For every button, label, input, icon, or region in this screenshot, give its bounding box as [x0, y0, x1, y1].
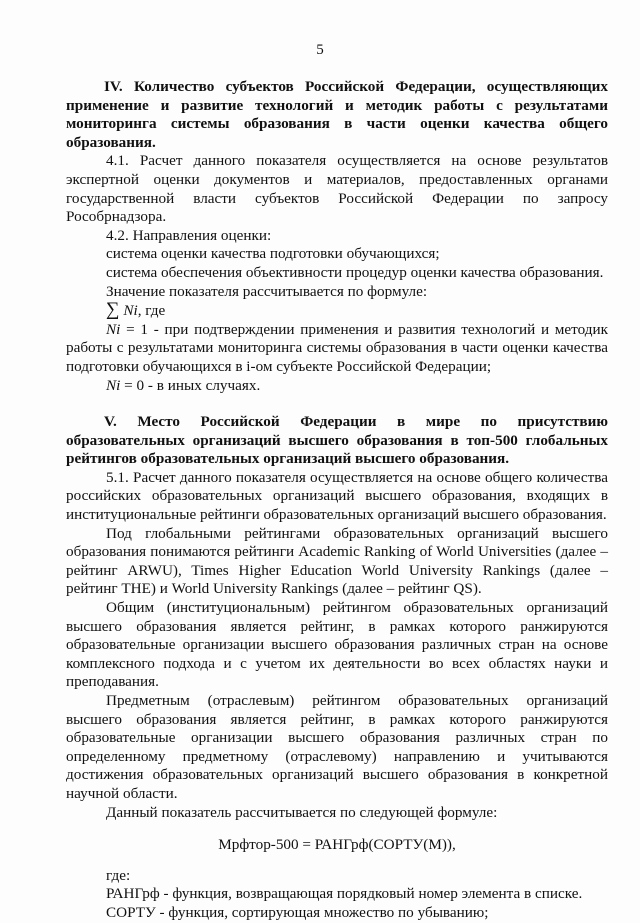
- formula-intro-5: Данный показатель рассчитывается по следующей формуле:: [106, 803, 498, 821]
- definition-sortu: СОРТУ - функция, сортирующая множество по убыванию;: [106, 903, 489, 921]
- formula-intro-4: Значение показателя рассчитывается по формуле:: [106, 282, 428, 300]
- ni-equals-zero: [66, 377, 608, 396]
- paragraph-5-1: 5.1. Расчет данного показателя осуществляется на основе общего количества российских образовательных организаций высшего образования, входящих в институциональные рейтинги образовательных организаций высшего образования.: [66, 468, 608, 524]
- paragraph-4-1: 4.1. Расчет данного показателя осуществляется на основе результатов экспертной оценки документов и материалов, предоставленных органами государственной власти субъектов Российской Федерации по запросу Рособрнадзора.: [66, 152, 608, 226]
- definition-rang: РАНГрф - функция, возвращающая порядковый номер элемента в списке.: [106, 885, 583, 903]
- sum-symbol: ∑: [106, 299, 120, 321]
- ni-equals-one: [66, 321, 608, 377]
- page-content: [66, 78, 608, 923]
- paragraph-4-2: 4.2. Направления оценки:: [106, 226, 272, 244]
- sum-variable: Ni: [123, 302, 138, 320]
- paragraph-global-ratings: Под глобальными рейтингами образовательных организаций высшего образования понимаются рейтинги Academic Ranking of World Universities (далее – рейтинг ARWU), Times Higher Education World University Rankings (далее – рейтинг THE) и World University Rankings (далее – рейтинг QS).: [66, 524, 608, 598]
- section-4-heading: IV. Количество субъектов Российской Федерации, осуществляющих применение и развитие технологий и методик работы с результатами мониторинга системы образования в части оценки качества общего образования.: [66, 78, 608, 151]
- direction-2: система обеспечения объективности процедур оценки качества образования.: [106, 263, 604, 281]
- ranking-formula: Мрфтор-500 = РАНГрф(СОРТУ(M)),: [218, 836, 456, 854]
- ni-variable: Ni: [106, 376, 121, 394]
- ni-zero-text: = 0 - в иных случаях.: [120, 376, 261, 394]
- where-label: где:: [106, 866, 131, 884]
- sum-tail: , где: [137, 302, 166, 320]
- ni-one-text: = 1 - при подтверждении применения и развития технологий и методик работы с результатами мониторинга системы образования в части оценки качества подготовки обучающихся в i-ом субъекте Российской Федерации;: [66, 320, 608, 375]
- direction-1: система оценки качества подготовки обучающихся;: [106, 245, 440, 263]
- page-number: 5: [316, 42, 324, 58]
- ni-variable: Ni: [106, 320, 121, 338]
- sum-formula: [66, 301, 608, 321]
- section-5-heading: V. Место Российской Федерации в мире по присутствию образовательных организаций высшего образования в топ-500 глобальных рейтингов образовательных организаций высшего образования.: [66, 413, 608, 468]
- paragraph-subject-rating: Предметным (отраслевым) рейтингом образовательных организаций высшего образования является рейтинг, в рамках которого ранжируются образовательные организации высшего образования различных стран по определенному предметному (отраслевому) направлению и учитываются достижения образовательных организаций высшего образования в конкретной научной области.: [66, 692, 608, 802]
- paragraph-general-rating: Общим (институциональным) рейтингом образовательных организаций высшего образования является рейтинг, в рамках которого ранжируются образовательные организации высшего образования различных стран на основе комплексного подхода и с учетом их деятельности во всех областях науки и преподавания.: [66, 599, 608, 691]
